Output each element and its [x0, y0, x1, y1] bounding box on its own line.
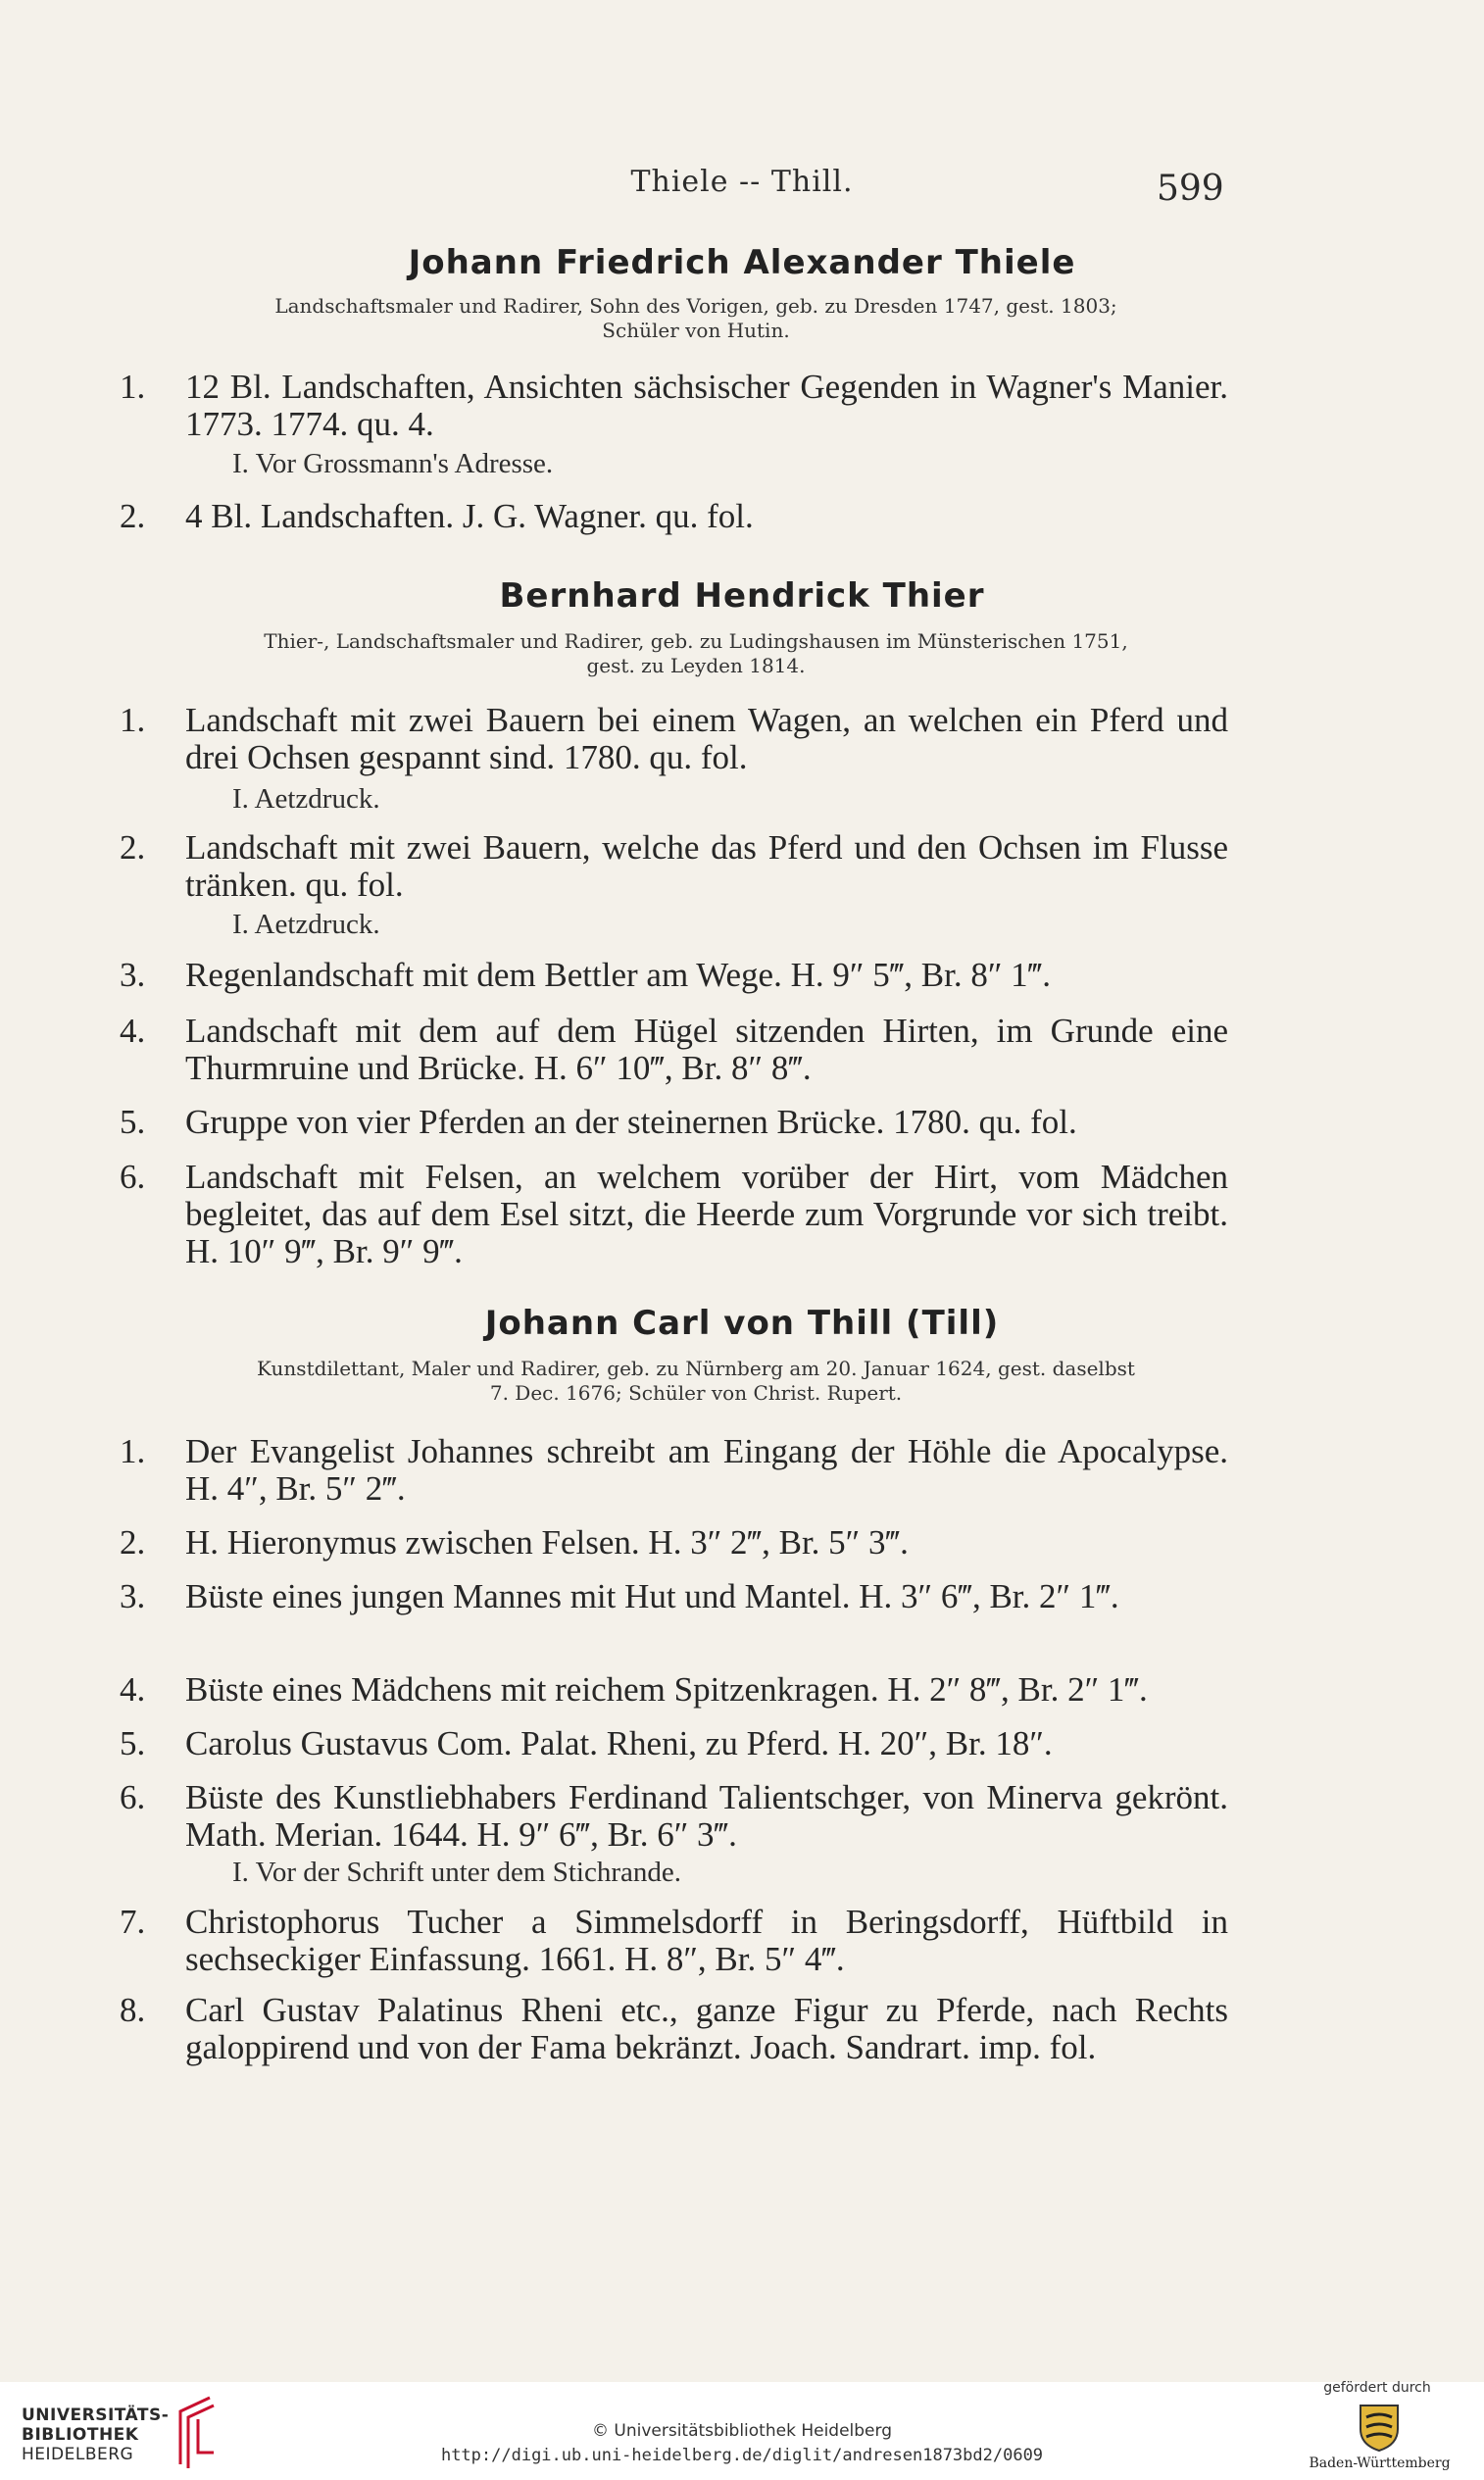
coat-of-arms-icon: [1355, 2400, 1404, 2453]
entry-number: 2.: [120, 828, 146, 867]
entry-number: 2.: [120, 497, 146, 535]
entry-number: 4.: [120, 1012, 146, 1050]
permalink-url[interactable]: http://digi.ub.uni-heidelberg.de/diglit/andresen1873bd2/0609: [440, 2446, 1044, 2465]
entry-number: 2.: [120, 1523, 146, 1562]
entry-text: Landschaft mit dem auf dem Hügel sitzenden Hirten, im Grunde eine Thurmruine und Brücke. H. 6″ 10‴, Br. 8″ 8‴.: [185, 1012, 1228, 1087]
entry-number: 1.: [120, 368, 146, 406]
page-number: 599: [1157, 169, 1224, 209]
funder-label: gefördert durch: [1323, 2380, 1431, 2396]
catalog-entry: [120, 1725, 1229, 1764]
entry-text: H. Hieronymus zwischen Felsen. H. 3″ 2‴, Br. 5″ 3‴.: [185, 1523, 909, 1562]
artist-heading-thill: Johann Carl von Thill (Till): [484, 1304, 1000, 1343]
state-note: I. Vor der Schrift unter dem Stichrande.: [232, 1857, 681, 1888]
bio-line: Schüler von Hutin.: [602, 319, 790, 342]
artist-heading-thier: Bernhard Hendrick Thier: [499, 576, 985, 616]
entry-text: Büste des Kunstliebhabers Ferdinand Talientschger, von Minerva gekrönt. Math. Merian. 1644. H. 9″ 6‴, Br. 6″ 3‴.: [185, 1778, 1228, 1854]
entry-number: 3.: [120, 1577, 146, 1615]
catalog-entry: [120, 1779, 1229, 1858]
catalog-entry: [120, 1904, 1229, 1982]
entry-number: 3.: [120, 956, 146, 994]
catalog-entry: [120, 1992, 1229, 2109]
copyright-notice: © Universitätsbibliothek Heidelberg: [591, 2421, 892, 2441]
entry-number: 6.: [120, 1778, 146, 1816]
entry-number: 5.: [120, 1103, 146, 1141]
entry-text: 4 Bl. Landschaften. J. G. Wagner. qu. fol.: [185, 497, 754, 535]
catalog-entry: [120, 829, 1229, 908]
funder-name: Baden-Württemberg: [1309, 2455, 1451, 2471]
entry-text: Carolus Gustavus Com. Palat. Rheni, zu Pferd. H. 20″, Br. 18″.: [185, 1724, 1053, 1762]
catalog-entry: [120, 1524, 1229, 1563]
entry-number: 6.: [120, 1158, 146, 1196]
entry-text: Büste eines jungen Mannes mit Hut und Mantel. H. 3″ 6‴, Br. 2″ 1‴.: [185, 1577, 1119, 1615]
state-note: I. Aetzdruck.: [232, 783, 380, 815]
state-note: I. Aetzdruck.: [232, 909, 380, 940]
catalog-entry: [120, 1013, 1229, 1091]
entry-text: Gruppe von vier Pferden an der steinernen Brücke. 1780. qu. fol.: [185, 1103, 1077, 1141]
catalog-entry: [120, 702, 1229, 780]
artist-bio-thill: [176, 1357, 1215, 1406]
entry-text: Büste eines Mädchens mit reichem Spitzenkragen. H. 2″ 8‴, Br. 2″ 1‴.: [185, 1670, 1148, 1709]
catalog-entry: [120, 957, 1229, 996]
artist-bio-thier: [176, 629, 1215, 678]
running-head: Thiele -- Thill.: [630, 165, 854, 199]
entry-text: Landschaft mit zwei Bauern bei einem Wagen, an welchen ein Pferd und drei Ochsen gespannt sind. 1780. qu. fol.: [185, 701, 1228, 776]
catalog-entry: [120, 1104, 1229, 1143]
entry-number: 7.: [120, 1903, 146, 1941]
entry-text: Landschaft mit zwei Bauern, welche das Pferd und den Ochsen im Flusse tränken. qu. fol.: [185, 828, 1228, 904]
catalog-entry: [120, 1578, 1229, 1657]
entry-number: 1.: [120, 701, 146, 739]
entry-text: Carl Gustav Palatinus Rheni etc., ganze Figur zu Pferde, nach Rechts galoppirend und von der Fama bekränzt. Joach. Sandrart. imp. fol.: [185, 1991, 1228, 2066]
catalog-entry: [120, 1159, 1229, 1276]
artist-heading-thiele: Johann Friedrich Alexander Thiele: [408, 243, 1076, 282]
catalog-entry: [120, 1671, 1229, 1711]
library-line: UNIVERSITÄTS-: [22, 2406, 170, 2425]
catalog-entry: [120, 498, 1229, 537]
entry-text: Landschaft mit Felsen, an welchem vorüber der Hirt, vom Mädchen begleitet, das auf dem Esel sitzt, die Heerde zum Vorgrunde vor sich treibt. H. 10″ 9‴, Br. 9″ 9‴.: [185, 1158, 1228, 1270]
bio-line: Kunstdilettant, Maler und Radirer, geb. zu Nürnberg am 20. Januar 1624, gest. daselbst: [257, 1357, 1135, 1380]
entry-number: 5.: [120, 1724, 146, 1762]
bio-line: Landschaftsmaler und Radirer, Sohn des Vorigen, geb. zu Dresden 1747, gest. 1803;: [274, 294, 1117, 318]
entry-text: Der Evangelist Johannes schreibt am Eingang der Höhle die Apocalypse. H. 4″, Br. 5″ 2‴.: [185, 1432, 1228, 1508]
entry-number: 1.: [120, 1432, 146, 1470]
state-note: I. Vor Grossmann's Adresse.: [232, 448, 554, 479]
entry-text: 12 Bl. Landschaften, Ansichten sächsischer Gegenden in Wagner's Manier. 1773. 1774. qu. 4.: [185, 368, 1228, 443]
library-line: BIBLIOTHEK: [22, 2425, 139, 2445]
catalog-entry: [120, 1433, 1229, 1512]
entry-number: 8.: [120, 1991, 146, 2029]
artist-bio-thiele: [176, 294, 1215, 343]
bio-line: 7. Dec. 1676; Schüler von Christ. Rupert.: [489, 1381, 903, 1405]
entry-text: Regenlandschaft mit dem Bettler am Wege. H. 9″ 5‴, Br. 8″ 1‴.: [185, 956, 1051, 994]
catalog-entry: [120, 369, 1229, 447]
bio-line: Thier-, Landschaftsmaler und Radirer, geb. zu Ludingshausen im Münsterischen 1751,: [264, 629, 1128, 653]
library-line: HEIDELBERG: [22, 2445, 134, 2464]
entry-number: 4.: [120, 1670, 146, 1709]
entry-text: Christophorus Tucher a Simmelsdorff in Beringsdorff, Hüftbild in sechseckiger Einfassung. 1661. H. 8″, Br. 5″ 4‴.: [185, 1903, 1228, 1978]
bio-line: gest. zu Leyden 1814.: [586, 654, 806, 677]
